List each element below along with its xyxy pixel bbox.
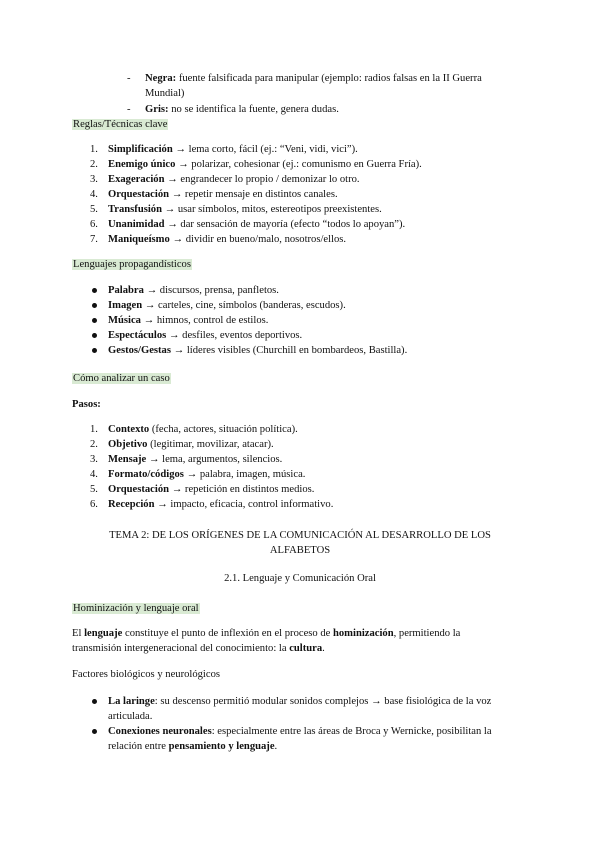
term: Enemigo único [108, 159, 176, 170]
list-item: 3. Mensaje → lema, argumentos, silencios. [90, 454, 283, 465]
term: Exageración [108, 174, 165, 185]
term: Palabra [108, 285, 144, 296]
term: Maniqueísmo [108, 234, 170, 245]
section-heading-lenguajes: Lenguajes propagandísticos [73, 259, 191, 270]
list-item: 1. Contexto (fecha, actores, situación política). [90, 424, 298, 435]
factores-list [90, 694, 530, 754]
bullet-icon [92, 333, 97, 338]
bullet-icon [92, 699, 97, 704]
list-item: 5. Transfusión → usar símbolos, mitos, estereotipos preexistentes. [90, 204, 382, 215]
section-heading-analizar: Cómo analizar un caso [73, 373, 170, 384]
term: Simplificación [108, 144, 173, 155]
bullet-icon [92, 288, 97, 293]
list-item: Conexiones neuronales: especialmente entre las áreas de Broca y Wernicke, posibilitan la relación entre pensamiento y lenguaje. [90, 724, 530, 754]
list-item: 3. Exageración → engrandecer lo propio / demonizar lo otro. [90, 174, 360, 185]
list-item: 1. Simplificación → lema corto, fácil (ej.: “Veni, vidi, vici”). [90, 144, 358, 155]
dash-item-gris [127, 102, 527, 117]
dash-marker: - [127, 73, 131, 84]
term: Orquestación [108, 484, 170, 495]
list-item: 5. Orquestación → repetición en distintos medios. [90, 484, 315, 495]
term: Transfusión [108, 204, 162, 215]
list-item: Gestos/Gestas → líderes visibles (Churchill en bombardeos, Bastilla). [90, 343, 520, 358]
reglas-list [90, 142, 520, 247]
lenguajes-list [90, 283, 520, 358]
list-item: 7. Maniqueísmo → dividir en bueno/malo, nosotros/ellos. [90, 234, 347, 245]
analizar-list [90, 422, 520, 512]
section-heading-reglas: Reglas/Técnicas clave [73, 119, 168, 130]
term: Gris: [145, 104, 169, 115]
bullet-icon [92, 318, 97, 323]
item-text-cont: Mundial) [145, 88, 185, 99]
bold-term: hominización [332, 628, 394, 639]
list-item: 6. Unanimidad → dar sensación de mayoría (efecto “todos lo apoyan”). [90, 219, 406, 230]
list-item: Palabra → discursos, prensa, panfletos. [90, 283, 520, 298]
item-text: no se identifica la fuente, genera dudas. [171, 104, 339, 115]
bold-term: pensamiento y lenguaje [168, 741, 275, 752]
bullet-icon [92, 348, 97, 353]
bold-term: cultura [289, 643, 323, 654]
list-item: La laringe: su descenso permitió modular sonidos complejos → base fisiológica de la voz articulada. [90, 694, 530, 724]
term: Música [108, 315, 141, 326]
term: Formato/códigos [108, 469, 184, 480]
list-item: Espectáculos → desfiles, eventos deportivos. [90, 328, 520, 343]
tema-title-line1: TEMA 2: DE LOS ORÍGENES DE LA COMUNICACIÓN AL DESARROLLO DE LOS [109, 530, 491, 541]
bullet-icon [92, 303, 97, 308]
bold-term: lenguaje [84, 628, 123, 639]
tema-subtitle: 2.1. Lenguaje y Comunicación Oral [224, 573, 376, 584]
pasos-label: Pasos: [72, 399, 101, 410]
list-item: 2. Enemigo único → polarizar, cohesionar (ej.: comunismo en Guerra Fría). [90, 159, 422, 170]
term: Conexiones neuronales [108, 726, 212, 737]
term: Contexto [108, 424, 150, 435]
term: Negra: [145, 73, 177, 84]
term: Mensaje [108, 454, 147, 465]
list-item: Música → himnos, control de estilos. [90, 313, 520, 328]
list-item: 2. Objetivo (legitimar, movilizar, atacar). [90, 439, 274, 450]
tema-title-line2: ALFABETOS [269, 545, 331, 556]
section-heading-factores: Factores biológicos y neurológicos [72, 669, 220, 680]
term: Recepción [108, 499, 155, 510]
term: Espectáculos [108, 330, 167, 341]
term: Objetivo [108, 439, 148, 450]
term: Orquestación [108, 189, 170, 200]
list-item: 4. Orquestación → repetir mensaje en distintos canales. [90, 189, 338, 200]
term: Imagen [108, 300, 143, 311]
section-heading-hominizacion: Hominización y lenguaje oral [73, 603, 199, 614]
list-item: 6. Recepción → impacto, eficacia, control informativo. [90, 499, 334, 510]
list-item: Imagen → carteles, cine, símbolos (banderas, escudos). [90, 298, 520, 313]
list-item: 4. Formato/códigos → palabra, imagen, música. [90, 469, 306, 480]
dash-marker: - [127, 104, 131, 115]
item-text: fuente falsificada para manipular (ejemplo: radios falsas en la II Guerra [178, 73, 482, 84]
tema-title [60, 528, 540, 558]
dash-item-negra [127, 71, 527, 101]
term: Gestos/Gestas [108, 345, 171, 356]
term: La laringe [108, 696, 155, 707]
term: Unanimidad [108, 219, 165, 230]
hominizacion-paragraph: El lenguaje constituye el punto de inflexión en el proceso de hominización, permitiendo la transmisión intergeneracional del conocimiento: la cultura. [72, 628, 461, 654]
bullet-icon [92, 729, 97, 734]
